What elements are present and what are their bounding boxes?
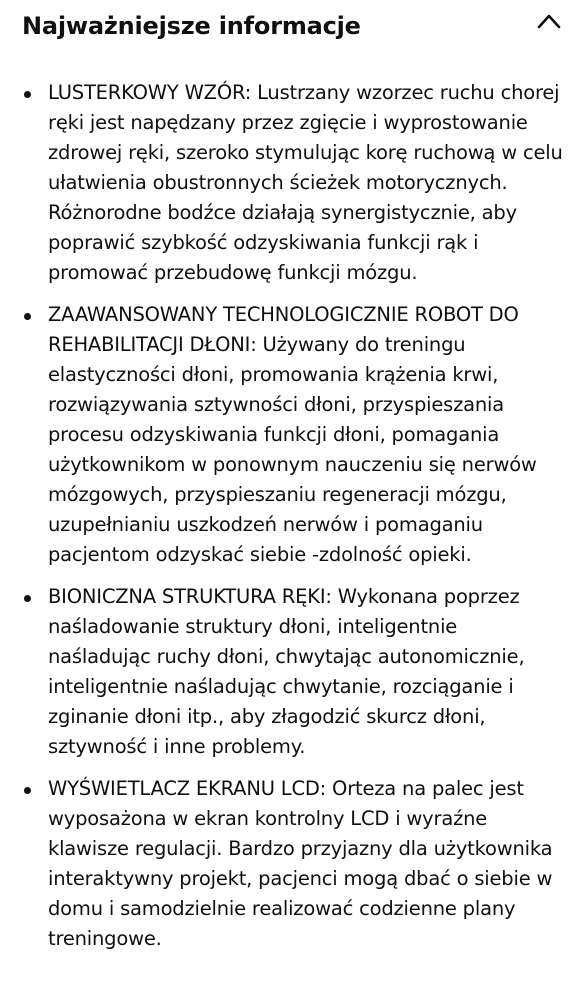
bullet-text: LUSTERKOWY WZÓR: Lustrzany wzorzec ruchu chorej ręki jest napędzany przez zgięcie i wyprostowanie zdrowej ręki, szeroko stymulując korę ruchową w celu ułatwienia obustronnych ścieżek motorycznych. Różnorodne bodźce działają synergistycznie, aby poprawić szybkość odzyskiwania funkcji rąk i promować przebudowę funkcji mózgu. (48, 81, 563, 284)
feature-bullet-list (0, 78, 576, 966)
list-item (0, 78, 576, 288)
list-item (0, 582, 576, 762)
chevron-up-icon[interactable] (536, 12, 562, 30)
bullet-text: BIONICZNA STRUKTURA RĘKI: Wykonana poprzez naśladowanie struktury dłoni, inteligentnie naśladując ruchy dłoni, chwytając autonomicznie, inteligentnie naśladując chwytanie, rozciąganie i zginanie dłoni itp., aby złagodzić skurcz dłoni, sztywność i inne problemy. (48, 585, 525, 758)
bullet-text: WYŚWIETLACZ EKRANU LCD: Orteza na palec jest wyposażona w ekran kontrolny LCD i wyraźne klawisze regulacji. Bardzo przyjazny dla użytkownika interaktywny projekt, pacjenci mogą dbać o siebie w domu i samodzielnie realizować codzienne plany treningowe. (48, 777, 553, 950)
bullet-dot-icon (24, 595, 31, 602)
bullet-dot-icon (24, 787, 31, 794)
list-item (0, 774, 576, 954)
bullet-dot-icon (24, 91, 31, 98)
bullet-dot-icon (24, 313, 31, 320)
section-header-toggle[interactable] (0, 0, 576, 60)
list-item (0, 300, 576, 570)
bullet-text: ZAAWANSOWANY TECHNOLOGICZNIE ROBOT DO REHABILITACJI DŁONI: Używany do treningu elastyczności dłoni, promowania krążenia krwi, rozwiązywania sztywności dłoni, przyspieszania procesu odzyskiwania funkcji dłoni, pomagania użytkownikom w ponownym nauczeniu się nerwów mózgowych, przyspieszaniu regeneracji mózgu, uzupełnianiu uszkodzeń nerwów i pomaganiu pacjentom odzyskać siebie -zdolność opieki. (48, 303, 537, 566)
section-title: Najważniejsze informacje (22, 12, 361, 40)
